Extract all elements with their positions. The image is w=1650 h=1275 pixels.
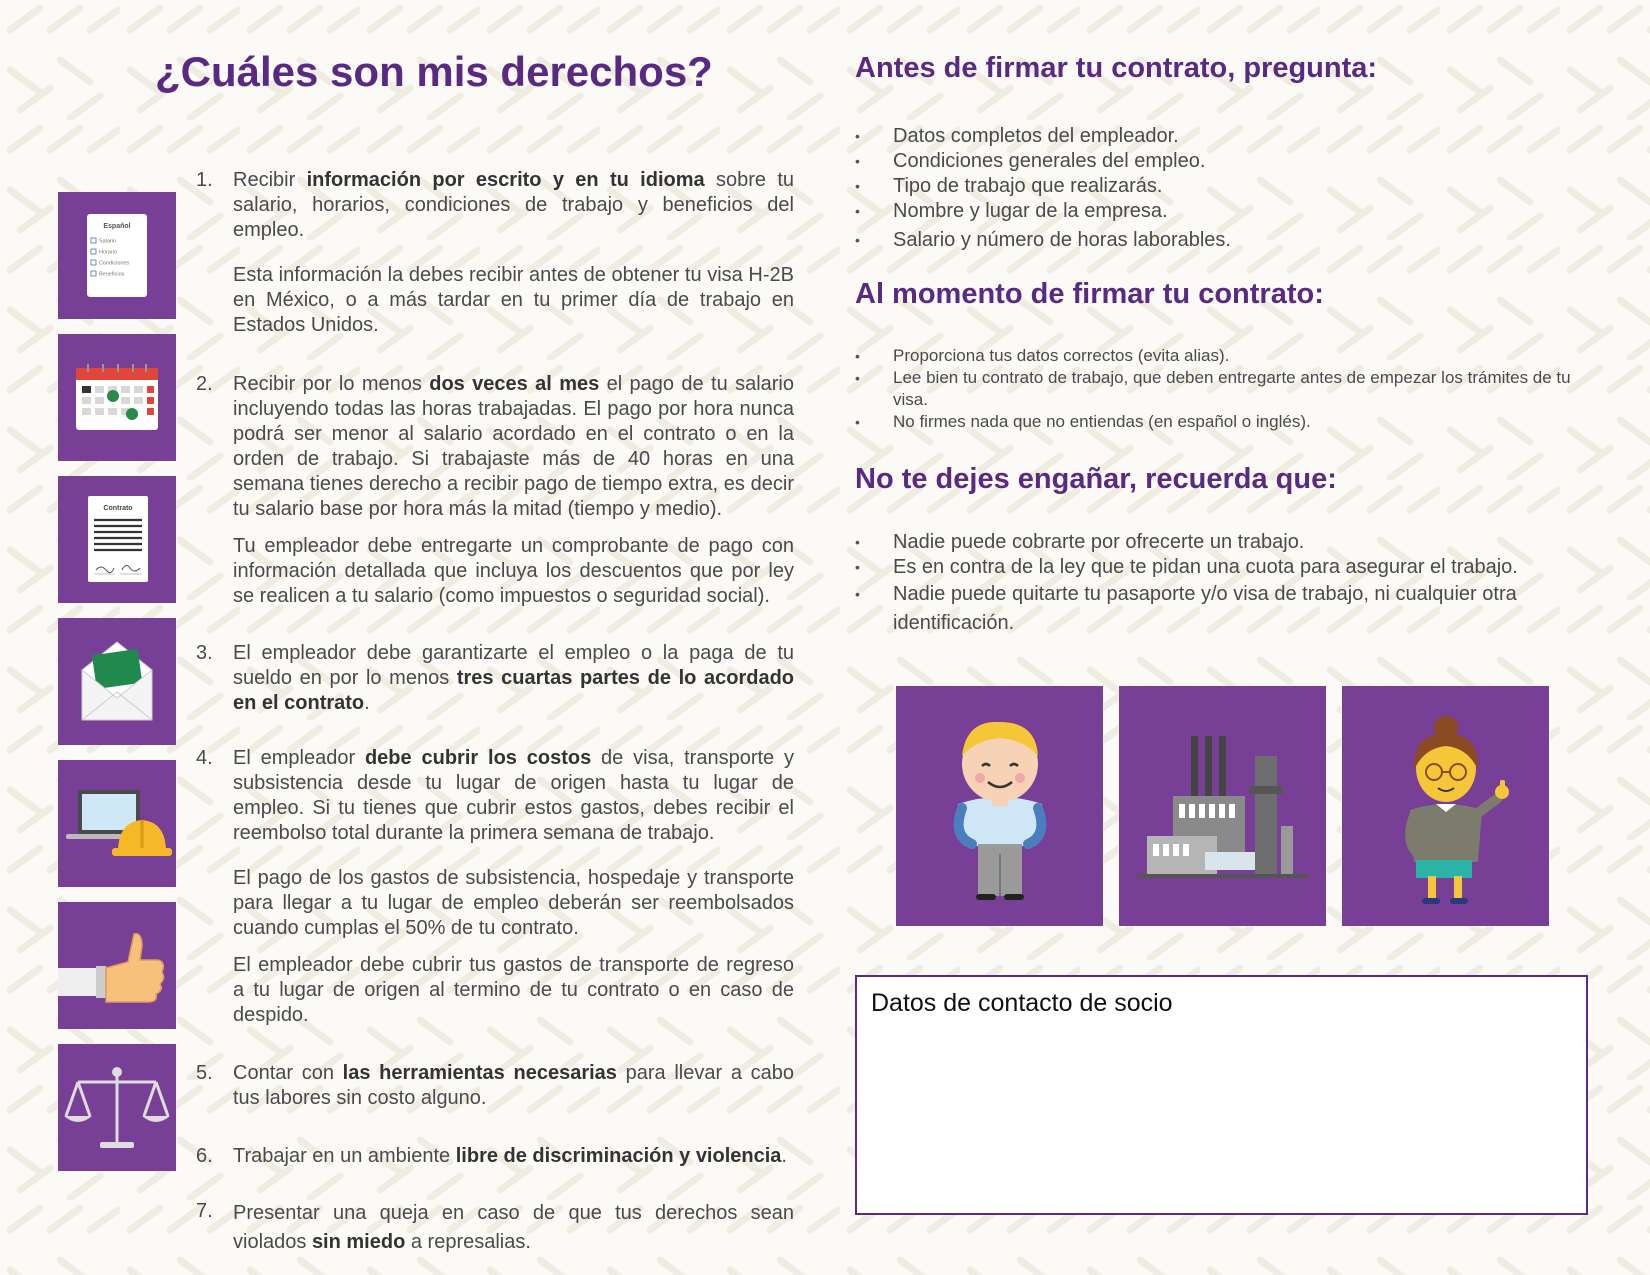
rights-list (196, 168, 794, 1257)
partner-contact-label: Datos de contacto de socio (871, 989, 1173, 1017)
laptop-hardhat-icon (58, 760, 176, 887)
document-item: Horario (99, 249, 118, 256)
right-text-segment: a represalias. (405, 1231, 531, 1253)
right-text-segment: . (781, 1145, 787, 1167)
right-text-segment: . (364, 692, 370, 714)
right-text (233, 746, 794, 846)
right-detail: El pago de los gastos de subsistencia, hospedaje y transporte para llegar a tu lugar de empleo deberán ser reembolsados cuando cumplas el 50% de tu contrato. (233, 867, 794, 939)
right-number: 2. (196, 373, 213, 395)
partner-contact-box[interactable] (855, 975, 1588, 1215)
right-number: 7. (196, 1200, 213, 1222)
right-text-segment: Presentar una queja en caso de que tus derechos sean violados (233, 1202, 794, 1253)
right-item (196, 746, 794, 1028)
right-item (196, 168, 794, 338)
contract-heading: Contrato (103, 505, 133, 512)
contract-icon (58, 476, 176, 603)
bullet-item: • Nadie puede cobrarte por ofrecerte un trabajo. (855, 530, 1575, 555)
right-text (233, 372, 794, 522)
document-item: Condiciones (99, 260, 130, 267)
right-text-emphasis: debe cubrir los costos (364, 747, 592, 769)
icon-column (58, 192, 176, 1186)
right-text (233, 1144, 794, 1169)
factory-illustration (1119, 686, 1326, 926)
bullet-item: • Nadie puede quitarte tu pasaporte y/o visa de trabajo, ni cualquier otra identificación. (855, 580, 1575, 638)
bullet-item: • No firmes nada que no entiendas (en español o inglés). (855, 411, 1575, 433)
right-detail: El empleador debe cubrir tus gastos de transporte de regreso a tu lugar de origen al termino de tu contrato o en caso de despido. (233, 954, 794, 1026)
right-text (233, 641, 794, 716)
right-item (196, 641, 794, 716)
bullet-item: • Datos completos del empleador. (855, 124, 1575, 149)
document-heading: Español (103, 223, 131, 230)
bullet-item: • Salario y número de horas laborables. (855, 228, 1575, 253)
bullet-item: • Proporciona tus datos correctos (evita alias). (855, 345, 1575, 367)
right-number: 3. (196, 642, 213, 664)
right-text-segment: Recibir por lo menos (233, 373, 430, 395)
right-text-segment: El empleador (233, 747, 365, 769)
before-signing-list (855, 124, 1575, 253)
right-detail: Tu empleador debe entregarte un comprobante de pago con información detallada que incluya los descuentos que por ley se realicen a tu salario (como impuestos o seguridad social). (233, 535, 794, 607)
right-text-emphasis: información por escrito y en tu idioma (306, 169, 705, 191)
right-text-segment: sobre tu salario, horarios, condiciones de trabajo y beneficios del empleo. (233, 169, 794, 241)
calendar-icon (58, 334, 176, 461)
right-item (196, 1061, 794, 1111)
before-signing-heading: Antes de firmar tu contrato, pregunta: (855, 52, 1378, 84)
right-number: 4. (196, 747, 213, 769)
right-text-emphasis: sin miedo (311, 1231, 406, 1253)
document-checklist-icon (58, 192, 176, 319)
right-text-emphasis: dos veces al mes (429, 373, 600, 395)
document-item: Salario (99, 238, 117, 245)
worker-man-illustration (896, 686, 1103, 926)
document-item: Beneficios (99, 271, 125, 278)
right-item (196, 372, 794, 609)
page-title: ¿Cuáles son mis derechos? (155, 48, 713, 95)
bullet-item: • Tipo de trabajo que realizarás. (855, 174, 1575, 199)
right-number: 1. (196, 169, 213, 191)
envelope-money-icon (58, 618, 176, 745)
bullet-item: • Lee bien tu contrato de trabajo, que deben entregarte antes de empezar los trámites de tu visa. (855, 367, 1575, 411)
right-text-emphasis: tres cuartas partes de lo acordado en el contrato (233, 667, 794, 714)
scales-icon (58, 1044, 176, 1171)
right-detail: Esta información la debes recibir antes de obtener tu visa H-2B en México, o a más tardar en tu primer día de trabajo en Estados Unidos. (233, 264, 794, 336)
thumbs-up-icon (58, 902, 176, 1029)
signing-list (855, 345, 1575, 433)
right-text (233, 1199, 794, 1257)
bullet-item: • Condiciones generales del empleo. (855, 149, 1575, 174)
right-text-segment: Recibir (233, 169, 307, 191)
right-text-segment: para llevar a cabo tus labores sin costo alguno. (233, 1062, 795, 1109)
right-text-segment: Trabajar en un ambiente (233, 1145, 456, 1167)
bullet-item: • Nombre y lugar de la empresa. (855, 199, 1575, 224)
bullet-item: • Es en contra de la ley que te pidan una cuota para asegurar el trabajo. (855, 555, 1575, 580)
right-number: 6. (196, 1145, 213, 1167)
right-text-segment: de visa, transporte y subsistencia desde tu lugar de origen hasta tu lugar de empleo. Si tu tienes que cubrir estos gastos, debes recibir el reembolso total durante la primera semana de trabajo. (233, 747, 794, 844)
warning-list (855, 530, 1575, 638)
right-text-segment: Contar con (233, 1062, 343, 1084)
right-text (233, 1061, 794, 1111)
right-number: 5. (196, 1062, 213, 1084)
right-text-emphasis: las herramientas necesarias (342, 1062, 617, 1084)
right-text (233, 168, 794, 243)
woman-thumbs-up-illustration (1342, 686, 1549, 926)
right-item (196, 1144, 794, 1169)
right-text-segment: El empleador debe garantizarte el empleo o la paga de tu sueldo en por lo menos (233, 642, 794, 689)
warning-heading: No te dejes engañar, recuerda que: (855, 463, 1337, 495)
right-item (196, 1199, 794, 1257)
right-text-emphasis: libre de discriminación y violencia (455, 1145, 782, 1167)
right-text-segment: el pago de tu salario incluyendo todas las horas trabajadas. El pago por hora nunca podrá ser menor al salario acordado en el contrato o en la orden de trabajo. Si trabajaste más de 40 horas en una semana tienes derecho a recibir pago de tiempo extra, es decir tu salario base por hora más la mitad (tiempo y medio). (233, 373, 794, 520)
signing-heading: Al momento de firmar tu contrato: (855, 278, 1324, 310)
